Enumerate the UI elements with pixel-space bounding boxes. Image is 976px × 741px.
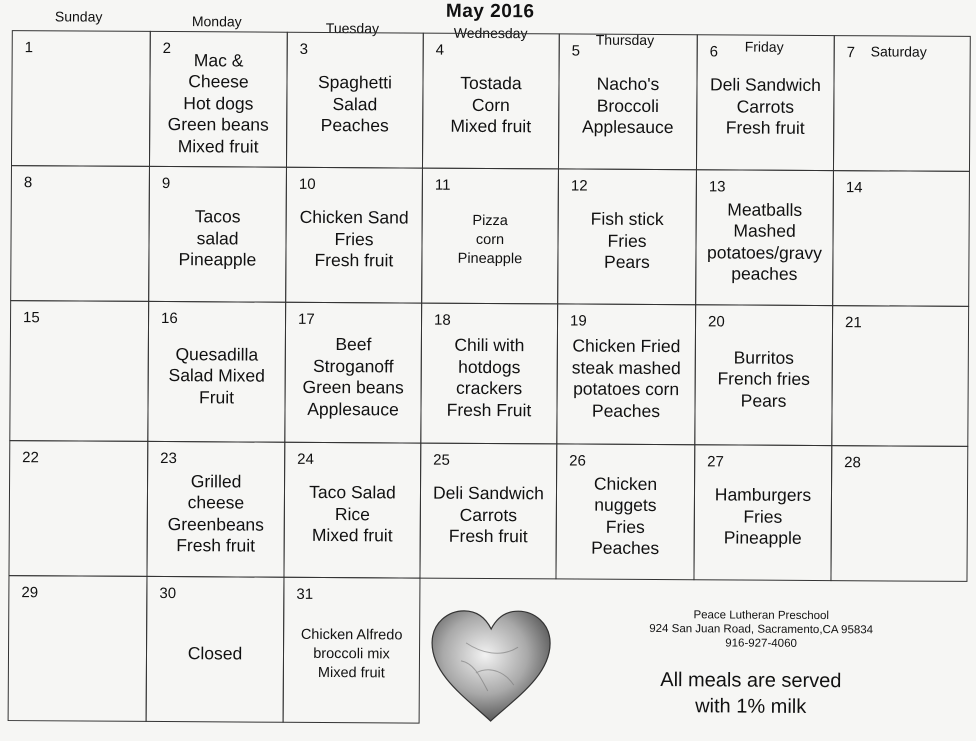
meal-text: Nacho's Broccoli Applesauce: [581, 73, 674, 138]
day-number: 16: [161, 309, 178, 328]
day-number: 25: [433, 451, 450, 469]
day-number: 5: [571, 42, 581, 60]
day-cell-28: [830, 445, 968, 582]
day-cell-18: [420, 303, 558, 445]
meal-text: Mac & Cheese Hot dogs Green beans Mixed fruit: [167, 49, 269, 157]
meal-text: Chicken Alfredo broccoli mix Mixed fruit: [300, 626, 403, 682]
meal-text: Taco Salad Rice Mixed fruit: [309, 482, 396, 546]
day-cell-4: [422, 33, 560, 170]
day-number: 10: [298, 175, 316, 193]
milk-note: All meals are served with 1% milk: [660, 669, 842, 718]
day-number: 21: [844, 314, 862, 332]
day-cell-6: [696, 34, 835, 171]
day-cell-5: [558, 33, 698, 170]
weekday-label-monday: Monday: [191, 13, 242, 30]
day-cell-21: [831, 305, 969, 447]
meal-text: Tostada Corn Mixed fruit: [450, 73, 532, 137]
day-number: 6: [709, 43, 719, 61]
day-number: 24: [297, 450, 314, 468]
day-cell-15: [9, 300, 149, 442]
day-number: 27: [707, 453, 724, 471]
meal-text: Quesadilla Salad Mixed Fruit: [168, 343, 265, 408]
day-cell-8: [10, 165, 150, 302]
day-cell-25: [419, 443, 557, 580]
meal-text: Meatballs Mashed potatoes/gravy peaches: [707, 198, 822, 284]
school-phone: 916-927-4060: [725, 637, 797, 650]
day-cell-10: [285, 167, 423, 304]
day-cell-16: [147, 301, 286, 443]
meal-text: Hamburgers Fries Pineapple: [714, 484, 812, 549]
day-cell-9: [148, 166, 287, 303]
day-number: 2: [162, 39, 172, 58]
day-number: 11: [434, 176, 451, 194]
day-cell-2: [149, 31, 288, 168]
day-number: 23: [160, 449, 177, 468]
day-cell-14: [832, 170, 970, 307]
day-number: 22: [22, 449, 39, 467]
day-number: 8: [23, 174, 33, 192]
meal-text: Chicken Sand Fries Fresh fruit: [299, 207, 409, 271]
meal-text: Chicken Fried steak mashed potatoes corn Peaches: [571, 335, 681, 421]
meal-text: Spaghetti Salad Peaches: [317, 72, 393, 136]
day-cell-20: [694, 304, 833, 446]
day-number: 1: [24, 39, 34, 57]
calendar-title: May 2016: [445, 0, 535, 23]
day-cell-7: [833, 35, 971, 172]
day-number: 29: [21, 584, 39, 602]
day-number: 12: [570, 177, 588, 195]
meal-text: Closed: [187, 642, 243, 664]
day-cell-27: [693, 444, 832, 581]
day-cell-29: [8, 575, 148, 722]
meal-text: Chicken nuggets Fries Peaches: [591, 473, 660, 559]
school-info: [641, 608, 881, 651]
weekday-label-friday: Friday: [744, 38, 784, 55]
day-cell-19: [556, 303, 696, 445]
meal-text: Fish stick Fries Pears: [590, 208, 664, 273]
day-cell-17: [284, 302, 422, 444]
day-cell-23: [146, 441, 285, 578]
meal-text: Pizza corn Pineapple: [457, 212, 523, 268]
meal-text: Tacos salad Pineapple: [178, 206, 257, 270]
day-number: 9: [161, 174, 171, 193]
day-number: 7: [846, 44, 856, 62]
day-cell-24: [283, 442, 421, 579]
day-number: 28: [844, 454, 861, 472]
meal-text: Deli Sandwich Carrots Fresh fruit: [709, 74, 821, 139]
day-cell-12: [557, 168, 697, 305]
day-cell-22: [8, 440, 148, 577]
day-cell-30: [146, 576, 285, 723]
day-cell-1: [11, 30, 151, 167]
day-number: 26: [569, 452, 586, 470]
weekday-label-sunday: Sunday: [54, 8, 103, 25]
day-number: 31: [296, 585, 314, 603]
meal-text: Beef Stroganoff Green beans Applesauce: [302, 334, 404, 419]
day-number: 20: [707, 313, 725, 331]
day-cell-26: [555, 443, 695, 580]
day-cell-3: [286, 32, 424, 169]
heart-icon: [426, 603, 557, 729]
day-number: 30: [159, 584, 177, 603]
school-name: Peace Lutheran Preschool: [693, 609, 830, 623]
day-number: 3: [299, 40, 309, 58]
meal-text: Burritos French fries Pears: [717, 347, 810, 411]
day-number: 14: [845, 179, 863, 197]
weekday-label-tuesday: Tuesday: [325, 19, 380, 37]
meal-text: Deli Sandwich Carrots Fresh fruit: [432, 482, 544, 547]
weekday-label-wednesday: Wednesday: [453, 24, 528, 42]
weekday-label-saturday: Saturday: [870, 43, 927, 60]
day-number: 4: [435, 41, 445, 59]
day-number: 18: [434, 311, 451, 329]
day-cell-11: [421, 168, 559, 305]
day-number: 19: [569, 312, 587, 330]
weekday-label-thursday: Thursday: [595, 31, 655, 48]
day-number: 13: [708, 178, 726, 196]
day-cell-13: [695, 169, 834, 306]
meal-text: Grilled cheese Greenbeans Fresh fruit: [167, 470, 265, 556]
day-number: 17: [298, 310, 315, 328]
day-number: 15: [23, 309, 40, 327]
school-address: 924 San Juan Road, Sacramento,CA 95834: [649, 622, 874, 637]
day-cell-31: [283, 577, 421, 724]
meal-text: Chili with hotdogs crackers Fresh Fruit: [446, 334, 532, 420]
